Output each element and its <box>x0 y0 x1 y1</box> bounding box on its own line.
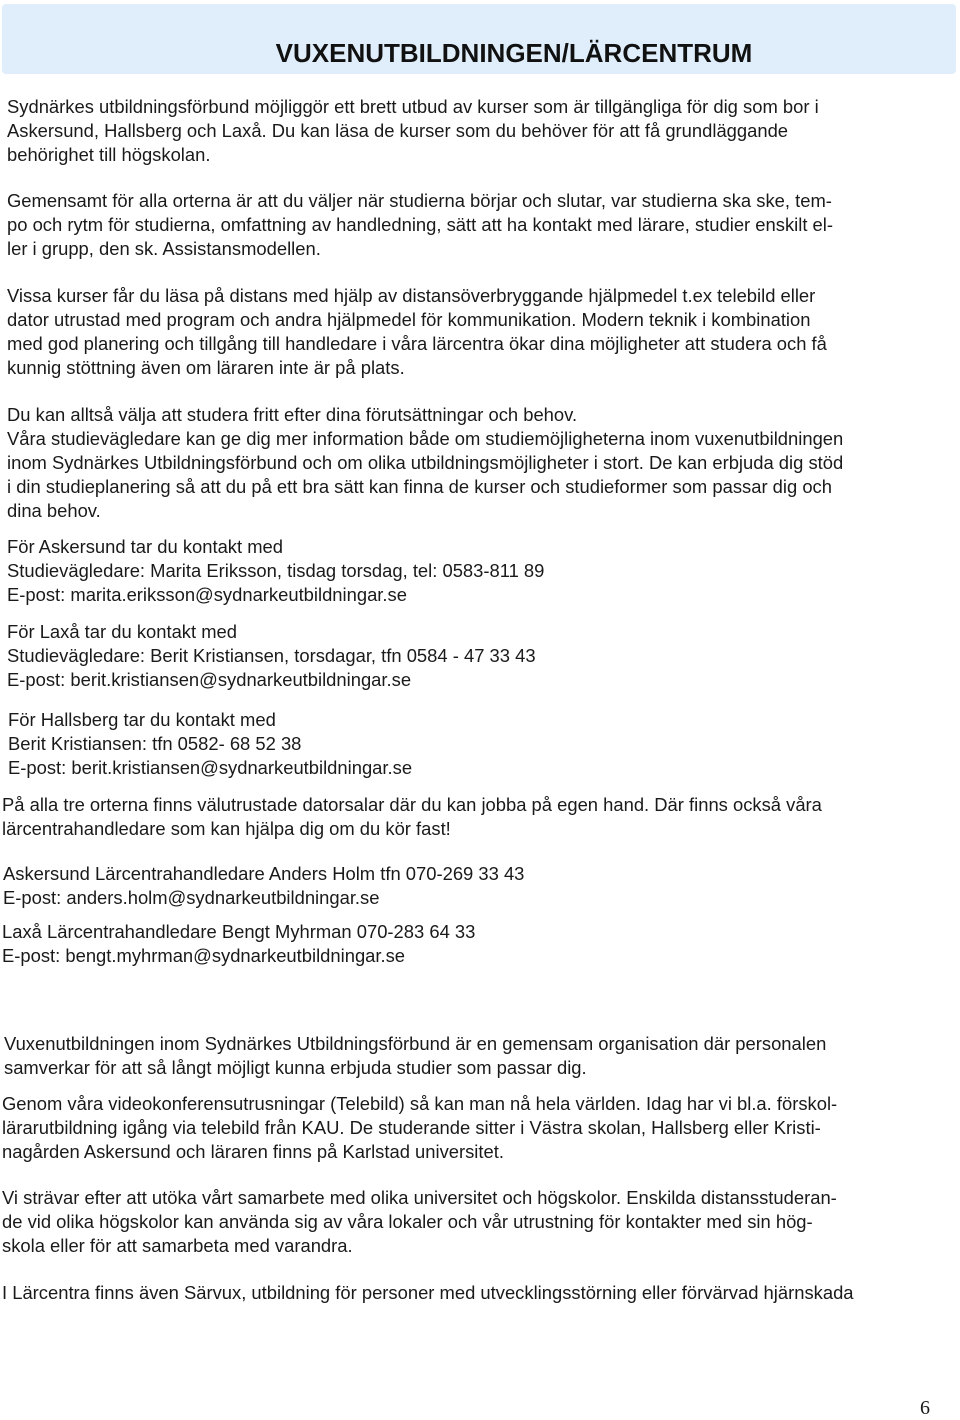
text-line: Vuxenutbildningen inom Sydnärkes Utbildningsförbund är en gemensam organisation där personalen <box>4 1033 827 1054</box>
text-line: I Lärcentra finns även Särvux, utbildning för personer med utvecklingsstörning eller förvärvad hjärnskada <box>2 1282 854 1303</box>
text-line: po och rytm för studierna, omfattning av handledning, sätt att ha kontakt med lärare, studier enskilt el- <box>7 214 833 235</box>
videoconference-paragraph <box>2 1092 837 1164</box>
text-line: dator utrustad med program och andra hjälpmedel för kommunikation. Modern teknik i kombination <box>7 309 811 330</box>
text-line: För Askersund tar du kontakt med <box>7 536 283 557</box>
text-line: Våra studievägledare kan ge dig mer information både om studiemöjligheterna inom vuxenutbildningen <box>7 428 844 449</box>
computer-rooms-paragraph <box>2 793 822 841</box>
text-line: i din studieplanering så att du på ett bra sätt kan finna de kurser och studieformer som passar dig och <box>7 476 832 497</box>
text-line: Askersund, Hallsberg och Laxå. Du kan läsa de kurser som du behöver för att få grundläggande <box>7 120 789 141</box>
text-line: Du kan alltså välja att studera fritt efter dina förutsättningar och behov. <box>7 404 578 425</box>
text-line: inom Sydnärkes Utbildningsförbund och om olika utbildningsmöjligheter i stort. De kan erbjuda dig stöd <box>7 452 844 473</box>
text-line: Sydnärkes utbildningsförbund möjliggör ett brett utbud av kurser som är tillgängliga för dig som bor i <box>7 96 819 117</box>
text-line: dina behov. <box>7 500 101 521</box>
contact-hallsberg <box>8 708 412 780</box>
text-line: Askersund Lärcentrahandledare Anders Holm tfn 070-269 33 43 <box>3 863 525 884</box>
text-line: E-post: berit.kristiansen@sydnarkeutbildningar.se <box>8 757 413 778</box>
page-title: VUXENUTBILDNINGEN/LÄRCENTRUM <box>275 38 753 68</box>
text-line: Studievägledare: Berit Kristiansen, torsdagar, tfn 0584 - 47 33 43 <box>7 645 536 666</box>
text-line: skola eller för att samarbeta med varandra. <box>2 1235 353 1256</box>
common-features-paragraph <box>7 189 833 261</box>
text-line: E-post: bengt.myhrman@sydnarkeutbildningar.se <box>2 945 406 966</box>
page-number: 6 <box>920 1397 930 1419</box>
contact-laxa <box>7 620 536 692</box>
text-line: Vi strävar efter att utöka vårt samarbete med olika universitet och högskolor. Enskilda distansstuderan- <box>2 1187 837 1208</box>
text-line: E-post: berit.kristiansen@sydnarkeutbildningar.se <box>7 669 412 690</box>
contact-askersund <box>7 535 544 607</box>
text-line: lärcentrahandledare som kan hjälpa dig om du kör fast! <box>2 818 451 839</box>
text-line: Vissa kurser får du läsa på distans med hjälp av distansöverbryggande hjälpmedel t.ex telebild eller <box>7 285 816 306</box>
organisation-paragraph <box>4 1032 826 1080</box>
sarvux-paragraph <box>2 1281 854 1305</box>
title-banner <box>2 4 956 74</box>
text-line: På alla tre orterna finns välutrustade datorsalar där du kan jobba på egen hand. Där finns också våra <box>2 794 822 815</box>
text-line: E-post: marita.eriksson@sydnarkeutbildningar.se <box>7 584 407 605</box>
text-line: Gemensamt för alla orterna är att du väljer när studierna börjar och slutar, var studierna ska ske, tem- <box>7 190 832 211</box>
text-line: behörighet till högskolan. <box>7 144 211 165</box>
text-line: Laxå Lärcentrahandledare Bengt Myhrman 070-283 64 33 <box>2 921 476 942</box>
text-line: För Laxå tar du kontakt med <box>7 621 237 642</box>
text-line: lärarutbildning igång via telebild från KAU. De studerande sitter i Västra skolan, Hallsberg eller Kristi- <box>2 1117 821 1138</box>
text-line: nagården Askersund och läraren finns på Karlstad universitet. <box>2 1141 504 1162</box>
text-line: För Hallsberg tar du kontakt med <box>8 709 276 730</box>
text-line: med god planering och tillgång till handledare i våra lärcentra ökar dina möjligheter att studera och få <box>7 333 827 354</box>
text-line: Studievägledare: Marita Eriksson, tisdag torsdag, tel: 0583-811 89 <box>7 560 545 581</box>
tutor-askersund <box>3 862 524 910</box>
intro-paragraph <box>7 95 819 167</box>
text-line: de vid olika högskolor kan använda sig av våra lokaler och vår utrustning för kontakter med sin hög- <box>2 1211 813 1232</box>
guidance-paragraph <box>7 403 843 523</box>
text-line: samverkar för att så långt möjligt kunna erbjuda studier som passar dig. <box>4 1057 587 1078</box>
text-line: Berit Kristiansen: tfn 0582- 68 52 38 <box>8 733 302 754</box>
text-line: kunnig stöttning även om läraren inte är på plats. <box>7 357 405 378</box>
cooperation-paragraph <box>2 1186 837 1258</box>
text-line: E-post: anders.holm@sydnarkeutbildningar.se <box>3 887 380 908</box>
text-line: ler i grupp, den sk. Assistansmodellen. <box>7 238 321 259</box>
distance-learning-paragraph <box>7 284 827 380</box>
tutor-laxa <box>2 920 475 968</box>
text-line: Genom våra videokonferensutrusningar (Telebild) så kan man nå hela världen. Idag har vi bl.a. förskol- <box>2 1093 838 1114</box>
